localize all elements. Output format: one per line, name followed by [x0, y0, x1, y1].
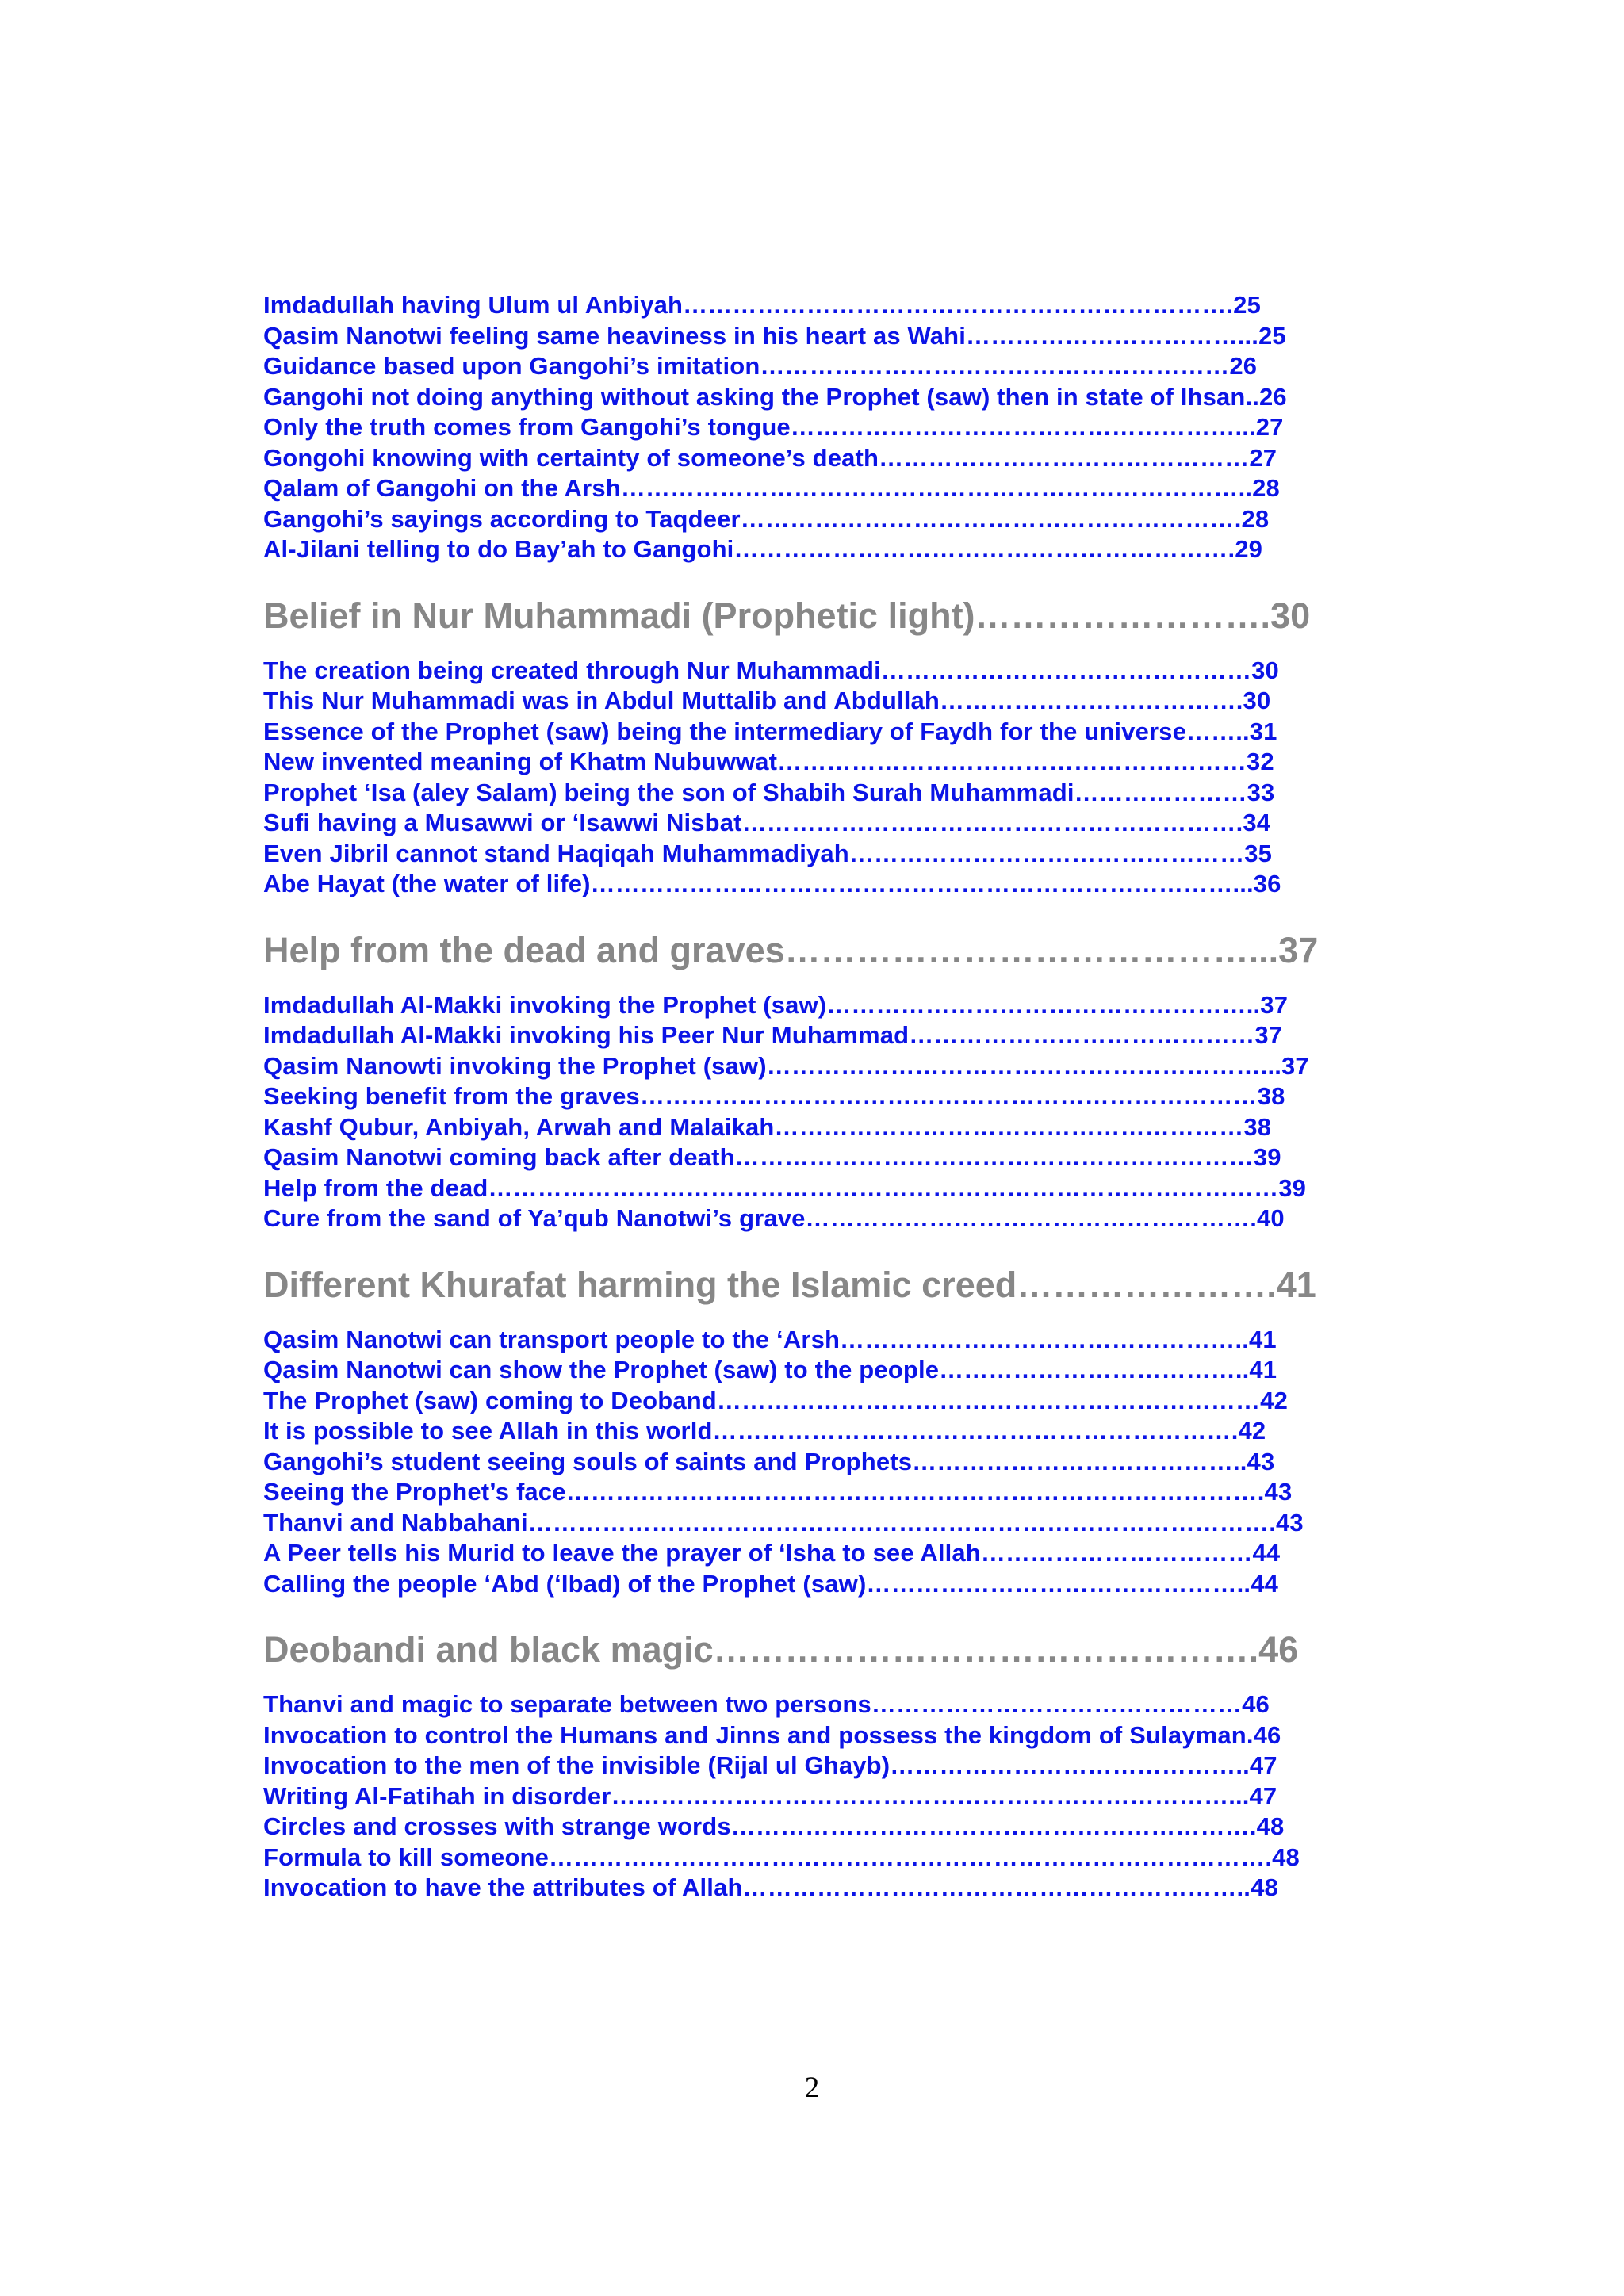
- toc-entry: Invocation to the men of the invisible (Rijal ul Ghayb)……………………………………..47: [263, 1751, 1277, 1779]
- toc-entry: Only the truth comes from Gangohi’s tongue………………………………………………...27: [263, 413, 1284, 441]
- toc-entry: Imdadullah having Ulum ul Anbiyah………………………………………………………….25: [263, 291, 1261, 319]
- toc-entry: Qasim Nanotwi coming back after death………………………………………………………39: [263, 1143, 1281, 1171]
- toc-entry: This Nur Muhammadi was in Abdul Muttalib and Abdullah……………………………….30: [263, 687, 1271, 714]
- toc-section-heading: Deobandi and black magic……………………………………….46: [263, 1629, 1299, 1670]
- toc-entry: Invocation to have the attributes of Allah……………………………………………………..48: [263, 1873, 1278, 1901]
- page-number: 2: [804, 2072, 820, 2104]
- toc-entry: Circles and crosses with strange words……………………………………………………….48: [263, 1812, 1285, 1840]
- toc-entry: Qasim Nanotwi can show the Prophet (saw) to the people………………………………..41: [263, 1356, 1277, 1383]
- toc-entry: Formula to kill someone…………………………………………………………………………….48: [263, 1843, 1300, 1871]
- toc-entry: The creation being created through Nur Muhammadi………………………………………30: [263, 656, 1279, 684]
- toc-entry: Al-Jilani telling to do Bay’ah to Gangohi…………………………………………………….29: [263, 535, 1262, 563]
- toc-entry: Imdadullah Al-Makki invoking the Prophet (saw)……………………………………………..37: [263, 990, 1289, 1019]
- toc-entry: Seeing the Prophet’s face………………………………………………………………………….43: [263, 1478, 1293, 1506]
- toc-entry: Essence of the Prophet (saw) being the intermediary of Faydh for the universe……..31: [263, 717, 1277, 745]
- toc-entry: Sufi having a Musawwi or ‘Isawwi Nisbat…………………………………………………….34: [263, 809, 1271, 836]
- toc-section-heading: Different Khurafat harming the Islamic creed………………….41: [263, 1264, 1316, 1305]
- toc-entry: Guidance based upon Gangohi’s imitation…………………………………………………26: [263, 352, 1258, 380]
- toc-entry: Seeking benefit from the graves…………………………………………………………………38: [263, 1082, 1285, 1110]
- toc-entry: Gangohi’s sayings according to Taqdeer…………………………………………………….28: [263, 504, 1270, 533]
- toc-entry: Gangohi’s student seeing souls of saints and Prophets…………………………………..43: [263, 1447, 1275, 1475]
- toc-entry: Prophet ‘Isa (aley Salam) being the son of Shabih Surah Muhammadi…………………33: [263, 778, 1275, 806]
- toc-entry: A Peer tells his Murid to leave the prayer of ‘Isha to see Allah……………………………44: [263, 1539, 1281, 1567]
- toc-entry: Writing Al-Fatihah in disorder…………………………………………………………………...47: [263, 1781, 1277, 1810]
- toc-entry: Calling the people ‘Abd (‘Ibad) of the Prophet (saw)………………………………………..44: [263, 1569, 1278, 1598]
- toc-entry: Kashf Qubur, Anbiyah, Arwah and Malaikah…………………………………………………38: [263, 1112, 1272, 1141]
- toc-entry: Imdadullah Al-Makki invoking his Peer Nur Muhammad……………………………………37: [263, 1021, 1283, 1049]
- toc-entry: Gangohi not doing anything without asking the Prophet (saw) then in state of Ihsan..26: [263, 382, 1287, 411]
- toc-entry: Cure from the sand of Ya’qub Nanotwi’s grave……………………………………………….40: [263, 1204, 1285, 1232]
- toc-entry: Help from the dead……………………………………………………………………………………39: [263, 1173, 1307, 1202]
- toc-entry: New invented meaning of Khatm Nubuwwat…………………………………………………32: [263, 748, 1274, 775]
- toc-entry: It is possible to see Allah in this world……………………………………………………….42: [263, 1417, 1266, 1445]
- toc-entry: Thanvi and Nabbahani……………………………………………………………………………….43: [263, 1508, 1304, 1536]
- toc-section-heading: Belief in Nur Muhammadi (Prophetic light)…………………….30: [263, 595, 1311, 636]
- table-of-contents: [263, 290, 1365, 1904]
- toc-entry: Qasim Nanotwi feeling same heaviness in his heart as Wahi……………………………...25: [263, 321, 1286, 350]
- toc-entry: Gongohi knowing with certainty of someone’s death………………………………………27: [263, 443, 1277, 472]
- toc-entry: Qalam of Gangohi on the Arsh…………………………………………………………………..28: [263, 474, 1280, 502]
- toc-entry: Qasim Nanotwi can transport people to the ‘Arsh…………………………………………..41: [263, 1325, 1277, 1353]
- toc-entry: Qasim Nanowti invoking the Prophet (saw)……………………………………………………...37: [263, 1051, 1309, 1080]
- toc-entry: The Prophet (saw) coming to Deoband…………………………………………………………42: [263, 1386, 1288, 1414]
- toc-entry: Even Jibril cannot stand Haqiqah Muhammadiyah…………………………………………35: [263, 839, 1273, 867]
- toc-entry: Abe Hayat (the water of life)……………………………………………………………………...36: [263, 870, 1281, 897]
- toc-entry: Invocation to control the Humans and Jinns and possess the kingdom of Sulayman.46: [263, 1720, 1281, 1749]
- toc-entry: Thanvi and magic to separate between two persons………………………………………46: [263, 1690, 1270, 1718]
- toc-section-heading: Help from the dead and graves…………………………………...37: [263, 929, 1319, 970]
